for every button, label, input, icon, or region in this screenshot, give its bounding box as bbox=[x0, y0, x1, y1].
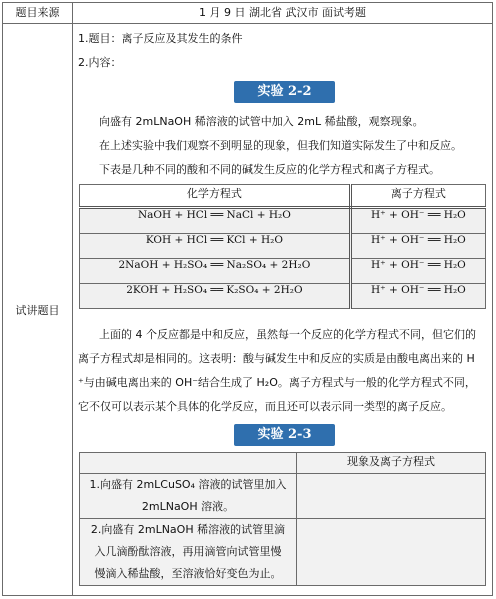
outer-table bbox=[2, 2, 493, 596]
header-blank bbox=[80, 453, 297, 474]
ionic-equation: H⁺ + OH⁻ ══ H₂O bbox=[350, 234, 485, 259]
chemical-equation: NaOH + HCl ══ NaCl + H₂O bbox=[80, 208, 351, 234]
source-label: 题目来源 bbox=[15, 6, 60, 19]
source-value: 1 月 9 日 湖北省 武汉市 面试考题 bbox=[199, 6, 366, 19]
phenomenon-table-header bbox=[80, 453, 486, 474]
procedure-2-line2: 入几滴酚酞溶液，再用滴管向试管里慢 bbox=[94, 545, 282, 558]
content-area bbox=[73, 24, 492, 595]
equation-table-header bbox=[80, 185, 486, 208]
phenomenon-table bbox=[79, 452, 486, 586]
header-ionic-equation: 离子方程式 bbox=[350, 185, 485, 208]
experiment-2-3-badge: 实验 2-3 bbox=[234, 424, 335, 446]
chemical-equation: KOH + HCl ══ KCl + H₂O bbox=[80, 234, 351, 259]
para1-line3: 下表是几种不同的酸和不同的碱发生反应的化学方程式和离子方程式。 bbox=[99, 163, 440, 176]
header-phenomenon: 现象及离子方程式 bbox=[297, 453, 486, 474]
equation-table bbox=[79, 184, 486, 309]
para1-line1: 向盛有 2mLNaOH 稀溶液的试管中加入 2mL 稀盐酸，观察现象。 bbox=[99, 115, 424, 128]
header-row bbox=[3, 3, 493, 24]
para2-line1: 上面的 4 个反应都是中和反应，虽然每一个反应的化学方程式不同，但它们的 bbox=[99, 328, 476, 341]
phenomenon-2-cell bbox=[297, 519, 486, 586]
ionic-equation: H⁺ + OH⁻ ══ H₂O bbox=[350, 259, 485, 284]
para2-line2: 离子方程式却是相同的。这表明：酸与碱发生中和反应的实质是由酸电离出来的 H bbox=[78, 352, 475, 365]
table-row bbox=[80, 234, 486, 259]
procedure-1-cell bbox=[80, 474, 297, 519]
table-row bbox=[80, 519, 486, 586]
source-value-cell bbox=[73, 3, 493, 24]
table-row bbox=[80, 284, 486, 309]
body-row bbox=[3, 24, 493, 596]
table-row bbox=[80, 208, 486, 234]
phenomenon-1-cell bbox=[297, 474, 486, 519]
chemical-equation: 2NaOH + H₂SO₄ ══ Na₂SO₄ + 2H₂O bbox=[80, 259, 351, 284]
chemical-equation: 2KOH + H₂SO₄ ══ K₂SO₄ + 2H₂O bbox=[80, 284, 351, 309]
para1-line2: 在上述实验中我们观察不到明显的现象，但我们知道实际发生了中和反应。 bbox=[99, 139, 462, 152]
content-cell bbox=[73, 24, 493, 596]
left-label-cell bbox=[3, 24, 73, 596]
procedure-2-cell bbox=[80, 519, 297, 586]
procedure-1-line2: 2mLNaOH 溶液。 bbox=[141, 500, 235, 513]
left-label: 试讲题目 bbox=[15, 303, 60, 317]
ionic-equation: H⁺ + OH⁻ ══ H₂O bbox=[350, 284, 485, 309]
content-line: 2.内容： bbox=[78, 56, 122, 69]
title-line: 1.题目：离子反应及其发生的条件 bbox=[78, 32, 243, 45]
procedure-1-line1: 1.向盛有 2mLCuSO₄ 溶液的试管里加入 bbox=[89, 478, 287, 491]
table-row bbox=[80, 474, 486, 519]
table-row bbox=[80, 259, 486, 284]
ionic-equation: H⁺ + OH⁻ ══ H₂O bbox=[350, 208, 485, 234]
procedure-2-line3: 慢滴入稀盐酸，至溶液恰好变色为止。 bbox=[94, 567, 282, 580]
experiment-2-2-badge: 实验 2-2 bbox=[234, 81, 335, 103]
para2-line3: ⁺与由碱电离出来的 OH⁻结合生成了 H₂O。离子方程式与一般的化学方程式不同， bbox=[78, 376, 476, 389]
para2-line4: 它不仅可以表示某个具体的化学反应，而且还可以表示同一类型的离子反应。 bbox=[78, 400, 452, 413]
source-label-cell bbox=[3, 3, 73, 24]
procedure-2-line1: 2.向盛有 2mLNaOH 稀溶液的试管里滴 bbox=[90, 523, 286, 536]
header-chemical-equation: 化学方程式 bbox=[80, 185, 351, 208]
